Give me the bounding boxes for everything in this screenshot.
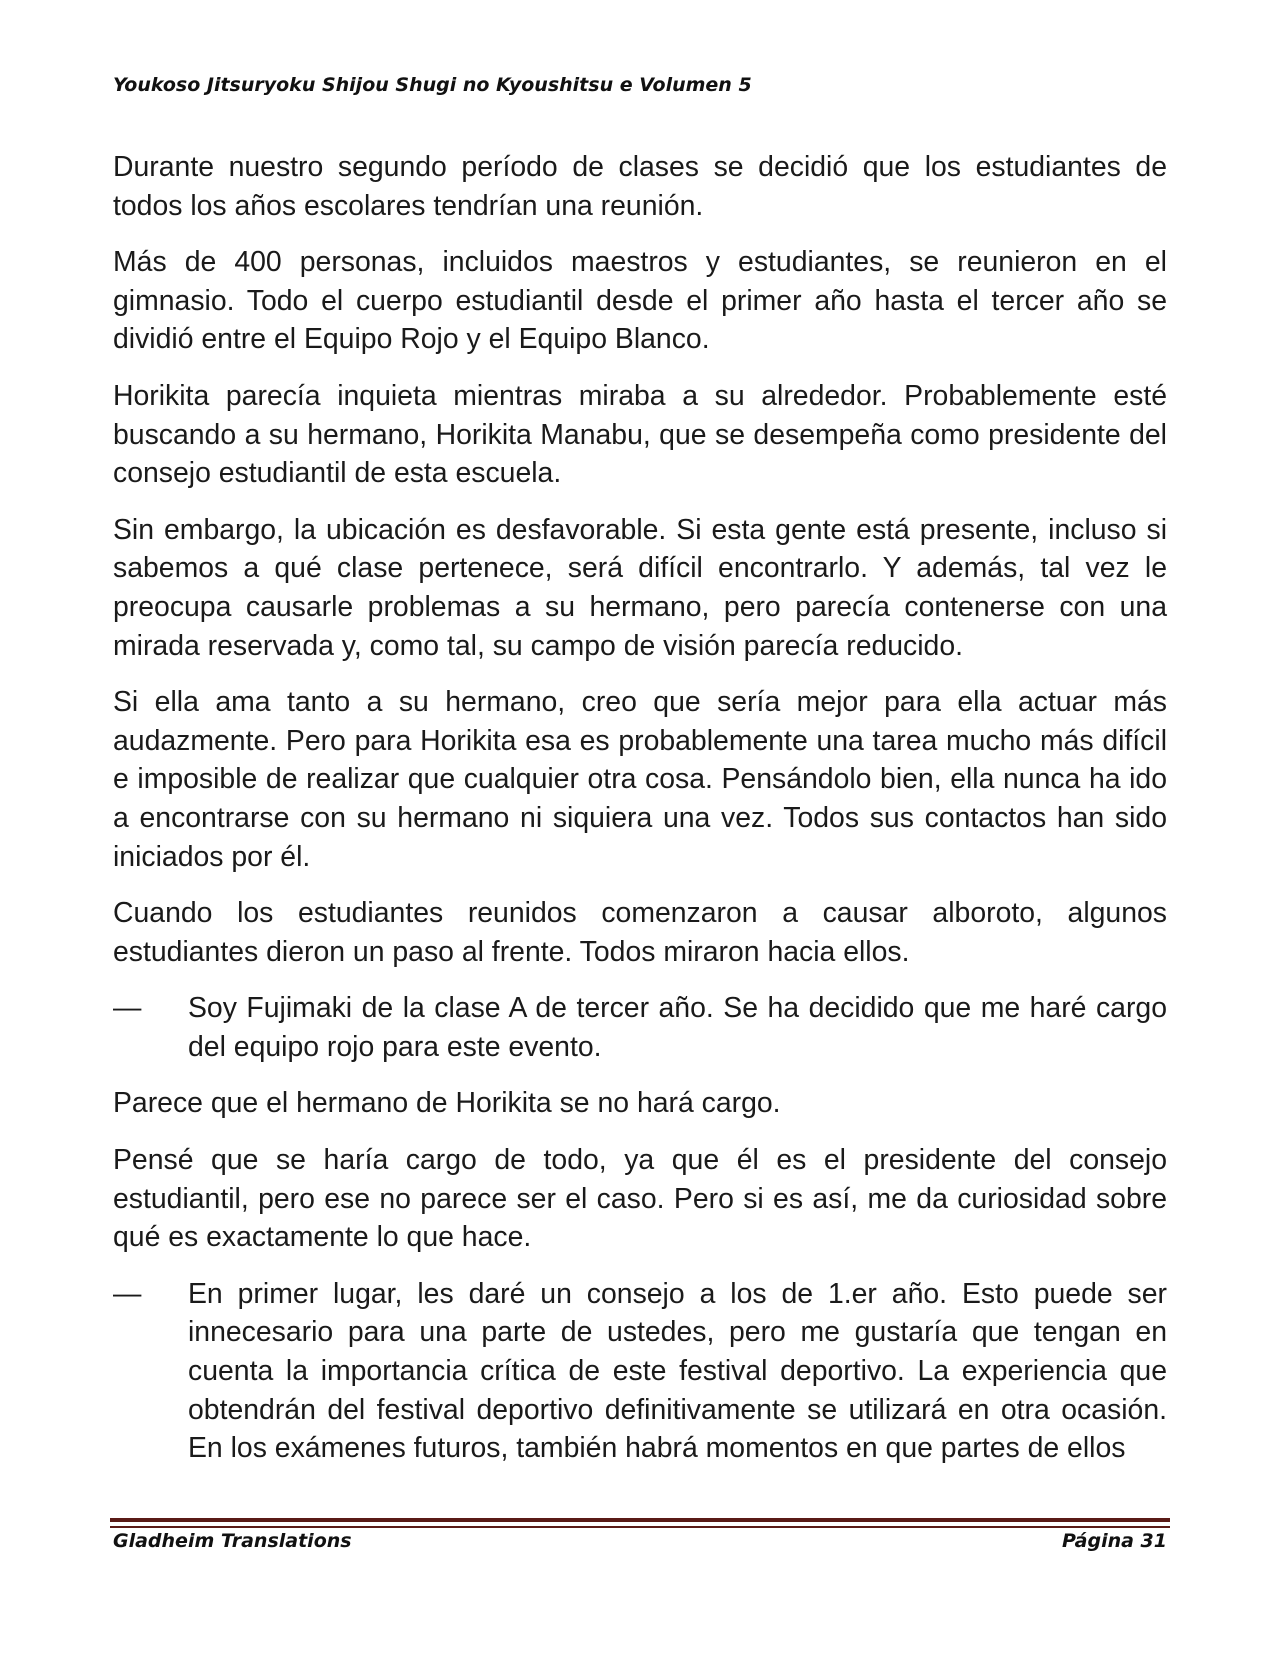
paragraph-text: Sin embargo, la ubicación es desfavorable. Si esta gente está presente, incluso si sabemos a qué clase pertenece, será difícil encontrarlo. Y además, tal vez le preocupa causarle problemas a su hermano, pero parecía contenerse con una mirada reservada y, como tal, su campo de visión parecía reducido. [113,513,1167,662]
footer-rule [110,1518,1170,1522]
dialogue-dash: — [113,1277,142,1310]
paragraph [113,1141,1167,1257]
paragraph [113,683,1167,876]
dialogue-dash: — [113,992,142,1025]
header-title: Youkoso Jitsuryoku Shijou Shugi no Kyoushitsu e Volumen 5 [113,74,752,96]
dialogue-paragraph [113,989,1167,1066]
paragraph [113,377,1167,493]
paragraph-text: Horikita parecía inquieta mientras miraba a su alrededor. Probablemente esté buscando a su hermano, Horikita Manabu, que se desempeña como presidente del consejo estudiantil de esta escuela. [113,379,1167,490]
paragraph [113,511,1167,665]
paragraph [113,148,1167,225]
paragraph [113,243,1167,359]
dialogue-text: Soy Fujimaki de la clase A de tercer año. Se ha decidido que me haré cargo del equipo rojo para este evento. [188,992,1167,1063]
paragraph [113,894,1167,971]
body-text [113,148,1167,1486]
dialogue-text: En primer lugar, les daré un consejo a los de 1.er año. Esto puede ser innecesario para una parte de ustedes, pero me gustaría que tengan en cuenta la importancia crítica de este festival deportivo. La experiencia que obtendrán del festival deportivo definitivamente se utilizará en otra ocasión. En los exámenes futuros, también habrá momentos en que partes de ellos [188,1277,1167,1465]
paragraph-text: Si ella ama tanto a su hermano, creo que sería mejor para ella actuar más audazmente. Pero para Horikita esa es probablemente una tarea mucho más difícil e imposible de realizar que cualquier otra cosa. Pensándolo bien, ella nunca ha ido a encontrarse con su hermano ni siquiera una vez. Todos sus contactos han sido iniciados por él. [113,686,1167,873]
footer-rule-thin [110,1526,1170,1528]
dialogue-paragraph [113,1275,1167,1468]
footer-publisher: Gladheim Translations [113,1530,352,1552]
paragraph-text: Durante nuestro segundo período de clases se decidió que los estudiantes de todos los años escolares tendrían una reunión. [113,151,1167,222]
paragraph-text: Parece que el hermano de Horikita se no hará cargo. [113,1087,781,1120]
paragraph-text: Más de 400 personas, incluidos maestros y estudiantes, se reunieron en el gimnasio. Todo el cuerpo estudiantil desde el primer año hasta el tercer año se dividió entre el Equipo Rojo y el Equipo Blanco. [113,246,1167,356]
paragraph-text: Cuando los estudiantes reunidos comenzaron a causar alboroto, algunos estudiantes dieron un paso al frente. Todos miraron hacia ellos. [113,897,1167,968]
page-number: Página 31 [1061,1530,1167,1552]
paragraph [113,1084,1167,1123]
paragraph-text: Pensé que se haría cargo de todo, ya que él es el presidente del consejo estudiantil, pero ese no parece ser el caso. Pero si es así, me da curiosidad sobre qué es exactamente lo que hace. [113,1144,1167,1254]
